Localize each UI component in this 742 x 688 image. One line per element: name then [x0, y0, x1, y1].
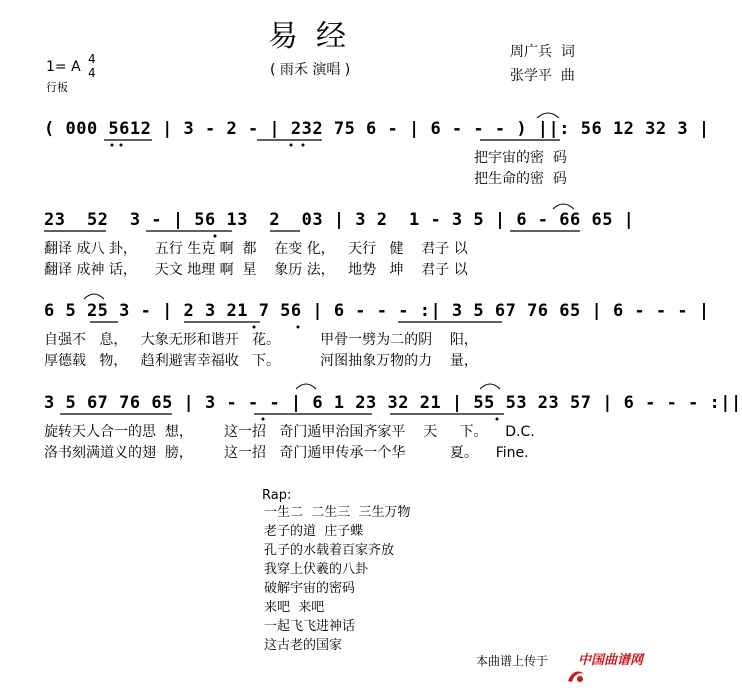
rap-line: 孔子的水载着百家齐放 — [264, 543, 395, 558]
notation-line-1: ( 000 5612 | 3 - 2 - | 232 75 6 - | 6 - - - ) ||: 56 12 32 3 | — [44, 119, 710, 139]
octave-dots — [111, 144, 499, 421]
rap-line: 这古老的国家 — [264, 638, 343, 653]
composer-credit: 张学平 曲 — [510, 68, 575, 84]
notation-line-4: 3 5 67 76 65 | 3 - - - | 6 1 23 32 21 | 55 53 23 57 | 6 - - - :|| — [44, 393, 742, 413]
performer-subtitle: ( 雨禾 演唱 ) — [270, 62, 351, 78]
rap-line: 来吧 来吧 — [264, 600, 325, 615]
rap-line: 我穿上伏羲的八卦 — [264, 562, 369, 577]
lyric-line-3-verse-1: 自强不 息， 大象无形和谐开 花。 甲骨一劈为二的阴 阳， — [44, 332, 478, 348]
tempo-marking: 行板 — [46, 81, 68, 94]
beam-lines — [44, 140, 580, 414]
rap-line: 一生二 二生三 三生万物 — [264, 505, 411, 520]
lyric-line-2-verse-2: 翻译 成神 话， 天文 地理 啊 星 象历 法， 地势 坤 君子 以 — [44, 262, 468, 278]
rap-label: Rap: — [262, 488, 292, 503]
rap-line: 老子的道 庄子蝶 — [264, 524, 364, 539]
lyric-line-2-verse-1: 翻译 成八 卦， 五行 生克 啊 都 在变 化， 天行 健 君子 以 — [44, 241, 468, 257]
time-signature-top: 4 — [88, 52, 96, 66]
notation-line-3: 6 5 25 3 - | 2 3 21 7 56 | 6 - - - :| 3 5 67 76 65 | 6 - - - | — [44, 301, 710, 321]
rap-line: 一起飞飞进神话 — [264, 619, 356, 634]
rap-line: 破解宇宙的密码 — [264, 581, 356, 596]
lyric-line-3-verse-2: 厚德载 物， 趋利避害幸福收 下。 河图抽象万物的力 量， — [44, 353, 478, 369]
upload-note: 本曲谱上传于 — [476, 654, 549, 668]
lyric-line-1-verse-1: 把宇宙的密 码 — [474, 150, 567, 166]
lyric-line-1-verse-2: 把生命的密 码 — [474, 171, 567, 187]
time-signature-bottom: 4 — [88, 66, 96, 80]
notation-line-2: 23 52 3 - | 56 13 2 03 | 3 2 1 - 3 5 | 6 - 66 65 | — [44, 210, 635, 230]
key-signature: 1= A — [46, 59, 81, 75]
song-title: 易经 — [268, 19, 364, 54]
lyric-line-4-verse-1: 旋转天人合一的思 想， 这一招 奇门遁甲治国齐家平 天 下。 D.C. — [44, 424, 535, 440]
tie-arcs — [84, 113, 574, 389]
lyricist-credit: 周广兵 词 — [510, 44, 575, 60]
site-logo: 中国曲谱网 — [578, 653, 644, 668]
lyric-line-4-verse-2: 洛书刻满道义的翅 膀， 这一招 奇门遁甲传承一个华 夏。 Fine. — [44, 445, 529, 461]
